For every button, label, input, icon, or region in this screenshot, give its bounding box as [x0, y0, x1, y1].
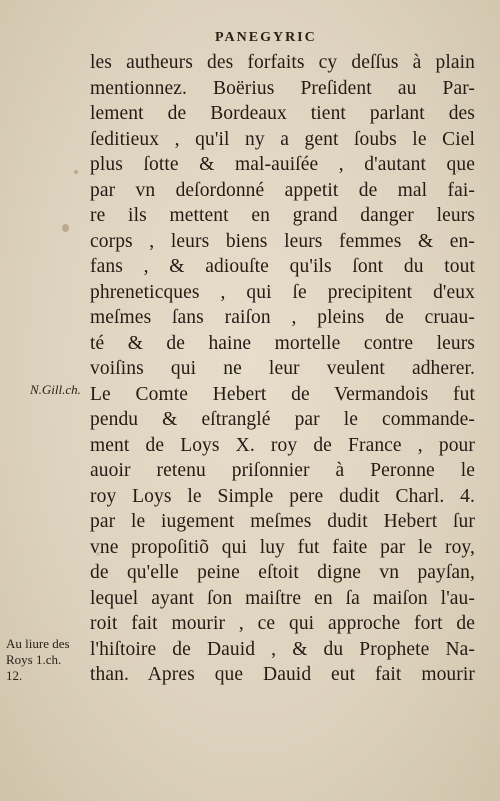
text-line: ſeditieux , qu'il ny a gent ſoubs le Ciel: [90, 128, 475, 150]
text-line: les autheurs des forfaits cy deſſus à plain: [90, 52, 475, 73]
margin-note: [6, 636, 70, 684]
text-line: mentionnez. Boërius Preſident au Par-: [90, 77, 475, 99]
text-line: lement de Bordeaux tient parlant des: [90, 103, 475, 124]
margin-note-line: 12.: [6, 668, 23, 683]
text-line: ment de Loys X. roy de France , pour: [90, 434, 475, 456]
text-line: plus ſotte & mal-auiſée , d'autant que: [90, 154, 475, 175]
text-line: voiſins qui ne leur veulent adherer.: [90, 358, 475, 379]
text-line: corps , leurs biens leurs femmes & en-: [90, 230, 475, 252]
text-line: meſmes ſans raiſon , pleins de cruau-: [90, 307, 475, 328]
foxing-spot: [74, 170, 78, 174]
text-line: l'hiſtoire de Dauid , & du Prophete Na-: [90, 638, 475, 660]
text-line: phreneticques , qui ſe precipitent d'eux: [90, 281, 475, 303]
text-line: fans , & adiouſte qu'ils ſont du tout: [90, 256, 475, 277]
body-text: [90, 50, 475, 688]
margin-note: N.Gill.ch.: [30, 382, 81, 397]
text-line: par le iugement meſmes dudit Hebert ſur: [90, 511, 475, 532]
text-line: de qu'elle peine eſtoit digne vn payſan,: [90, 562, 475, 583]
text-line: re ils mettent en grand danger leurs: [90, 205, 475, 226]
margin-note-line: Au liure des: [6, 636, 70, 651]
text-line: roit fait mourir , ce qui approche fort de: [90, 613, 475, 634]
text-line: roy Loys le Simple pere dudit Charl. 4.: [90, 485, 475, 507]
text-line: lequel ayant ſon maiſtre en ſa maiſon l'au-: [90, 587, 475, 609]
text-line: té & de haine mortelle contre leurs: [90, 332, 475, 354]
running-head: PANEGYRIC: [215, 30, 317, 45]
margin-note-line: Roys 1.ch.: [6, 652, 62, 667]
text-line: pendu & eſtranglé par le commande-: [90, 409, 475, 430]
foxing-spot: [62, 224, 69, 232]
text-line: than. Apres que Dauid eut fait mourir: [90, 664, 475, 685]
text-line: Le Comte Hebert de Vermandois fut: [90, 383, 475, 405]
text-line: par vn deſordonné appetit de mal fai-: [90, 179, 475, 201]
text-line: vne propoſitiõ qui luy fut faite par le roy,: [90, 536, 475, 558]
text-line: auoir retenu priſonnier à Peronne le: [90, 460, 475, 481]
